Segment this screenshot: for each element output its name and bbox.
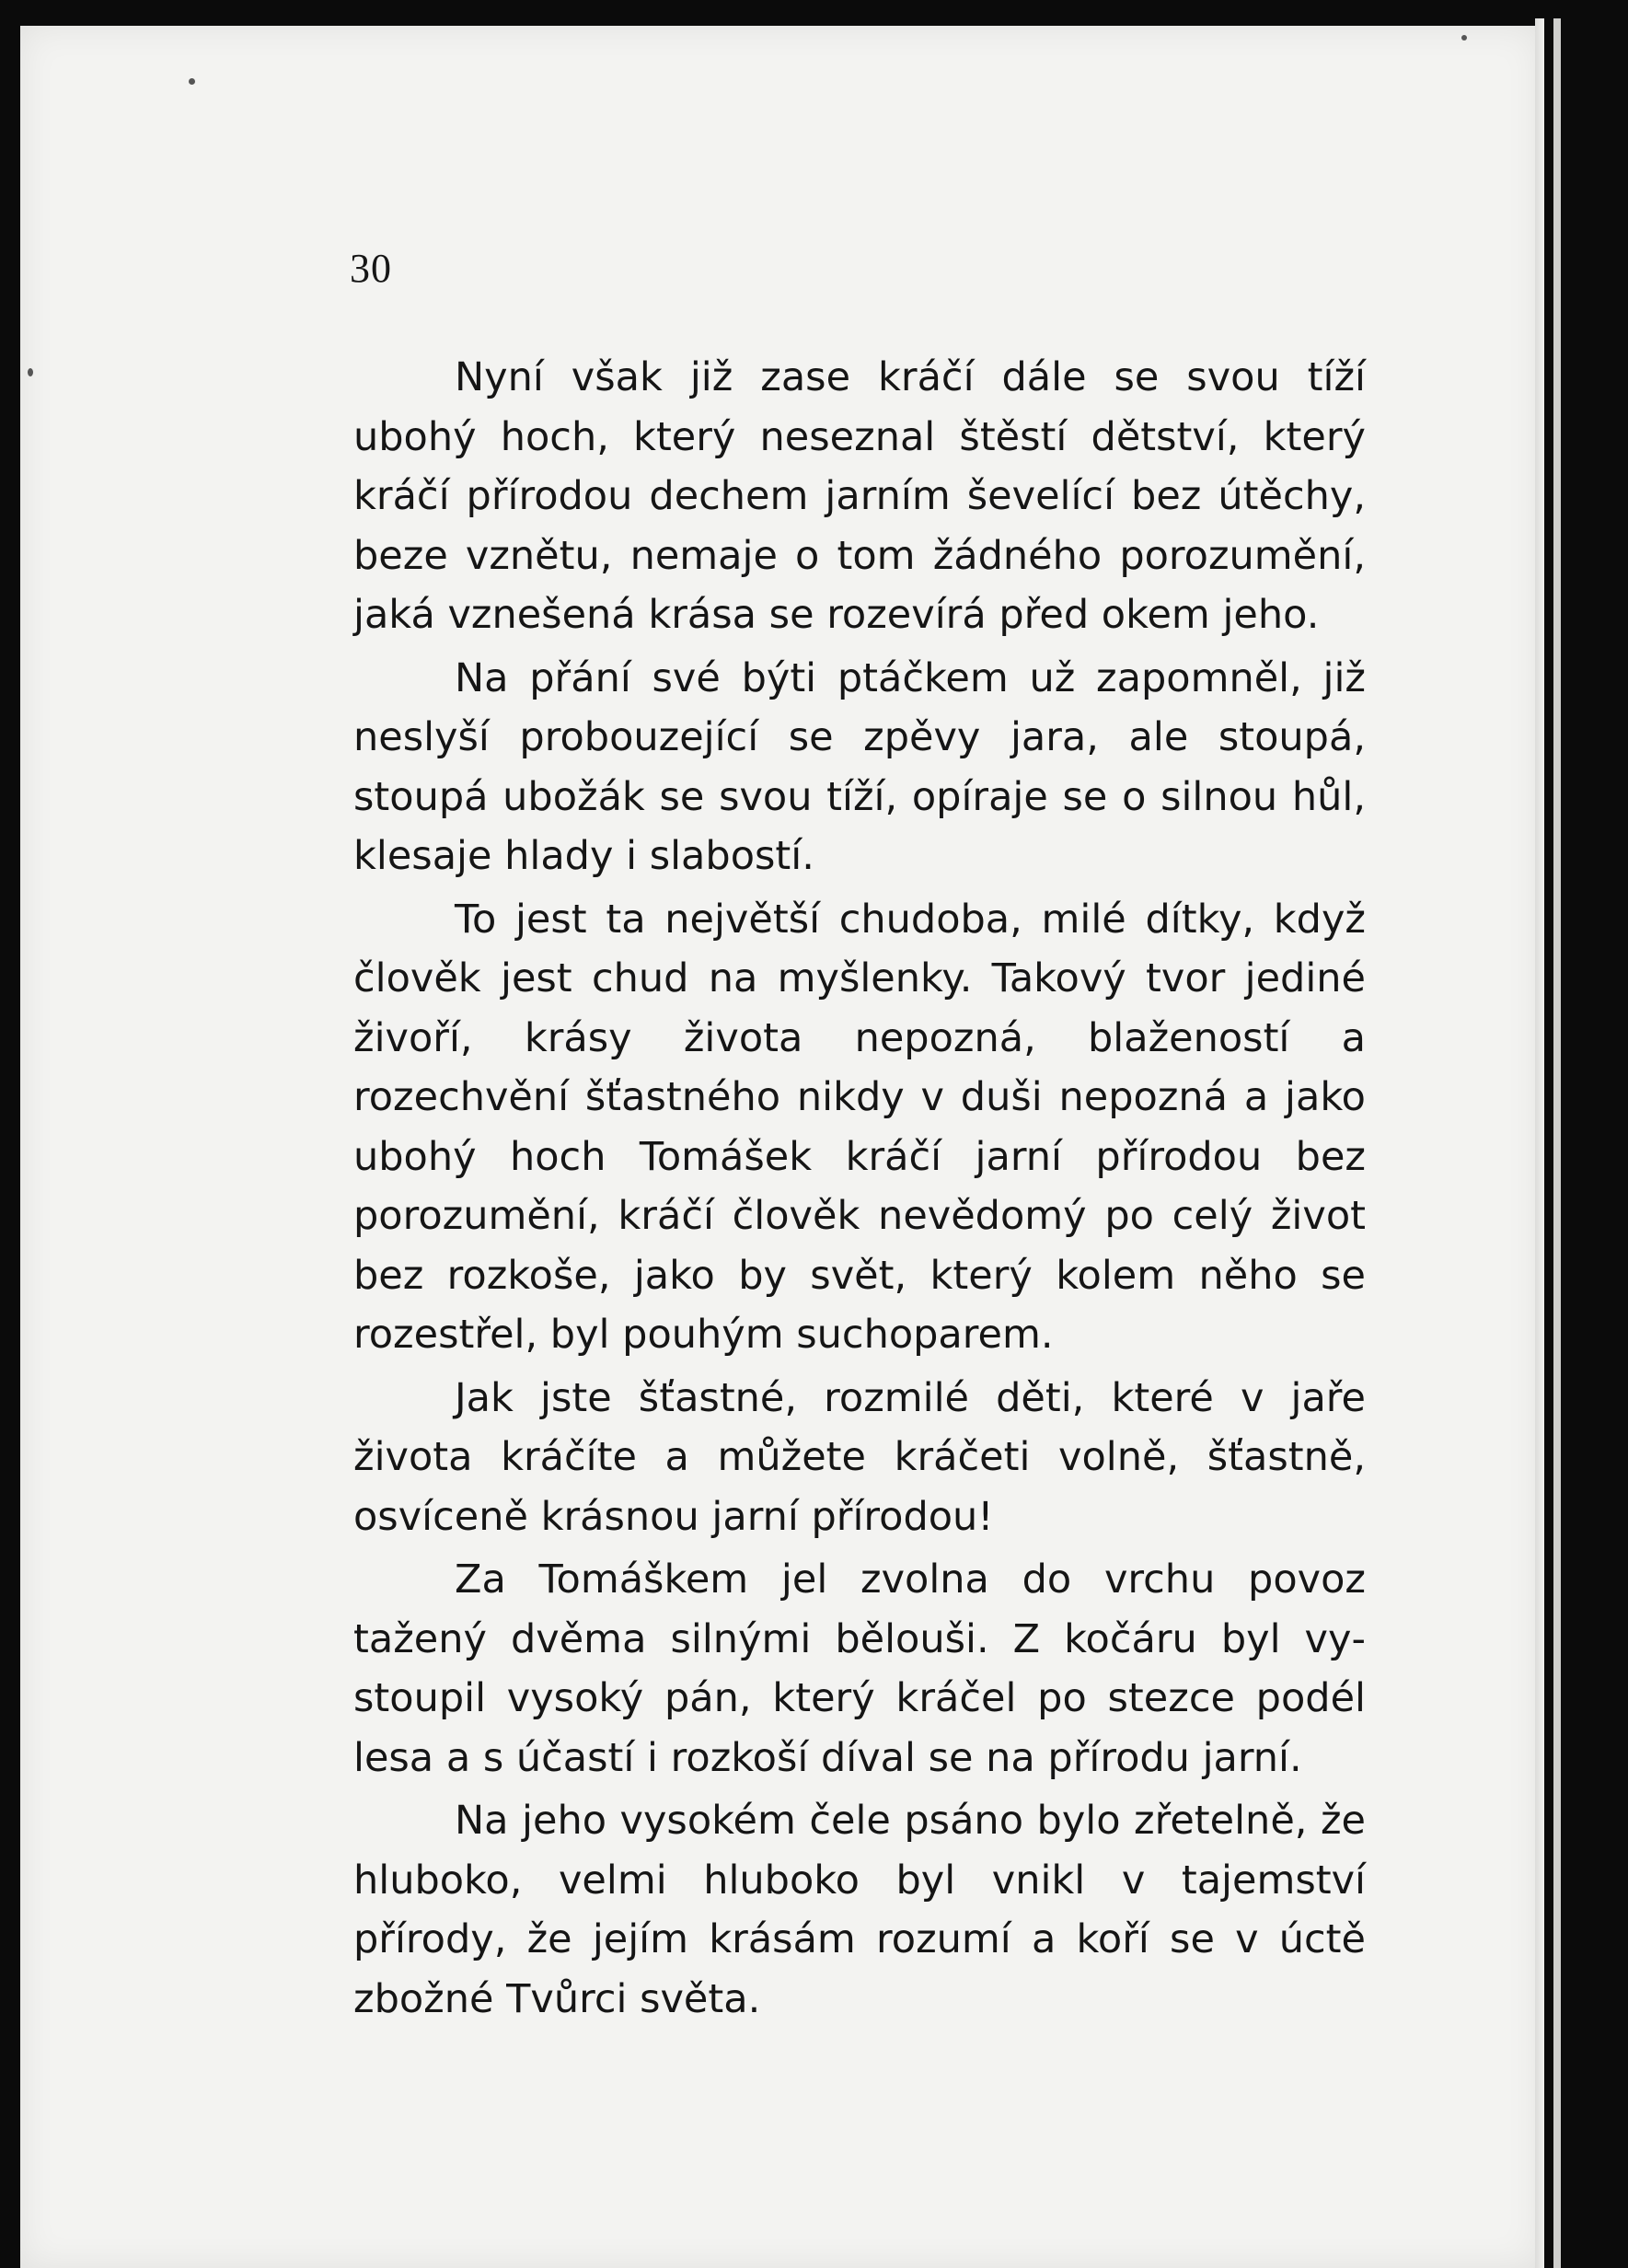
body-text xyxy=(353,348,1366,2032)
paragraph-6: Na jeho vysokém čele psáno bylo zřetelně, že hluboko, velmi hluboko byl vnikl v tajemství přírody, že jejím krásám rozumí a koří se v úctě zbožné Tvůrci světa. xyxy=(353,1798,1366,2022)
paragraph-5: Za Tomáškem jel zvolna do vrchu povoz tažený dvěma silnými bělouši. Z kočáru byl vystoupil vysoký pán, který kráčel po stezce podél lesa a s účastí i rozkoší díval se na přírodu jarní. xyxy=(353,1556,1366,1781)
paragraph-3: To jest ta největší chudoba, milé dítky, když člověk jest chud na myšlenky. Takový tvor jediné živoří, krásy života nepozná, blažeností a rozechvění šťastného nikdy v duši nepozná a jako ubohý hoch Tomášek kráčí jarní přírodou bez porozumění, kráčí člověk nevědomý po celý život bez rozkoše, jako by svět, který kolem něho se rozestřel, byl pouhým suchoparem. xyxy=(353,896,1366,1358)
paper-speck xyxy=(189,78,195,85)
page-edge xyxy=(1535,18,1544,2268)
paper-speck xyxy=(28,368,33,376)
paragraph-1: Nyní však již zase kráčí dále se svou tíží ubohý hoch, který neseznal štěstí dětství, který kráčí přírodou dechem jarním ševelící bez útěchy, beze vznětu, nemaje o tom žádného porozumění, jaká vznešená krása se rozevírá před okem jeho. xyxy=(353,354,1366,638)
page-number: 30 xyxy=(350,246,392,291)
paragraph-4: Jak jste šťastné, rozmilé děti, které v jaře života kráčíte a můžete kráčeti volně, šťastně, osvíceně krásnou jarní přírodou! xyxy=(353,1374,1366,1540)
paragraph-2: Na přání své býti ptáčkem už zapomněl, již neslyší probouzející se zpěvy jara, ale stoupá, stoupá ubožák se svou tíží, opíraje se o silnou hůl, klesaje hlady i slabostí. xyxy=(353,654,1366,879)
next-page-edge xyxy=(1553,18,1561,2268)
paper-speck xyxy=(1461,35,1467,40)
book-page xyxy=(20,26,1541,2268)
